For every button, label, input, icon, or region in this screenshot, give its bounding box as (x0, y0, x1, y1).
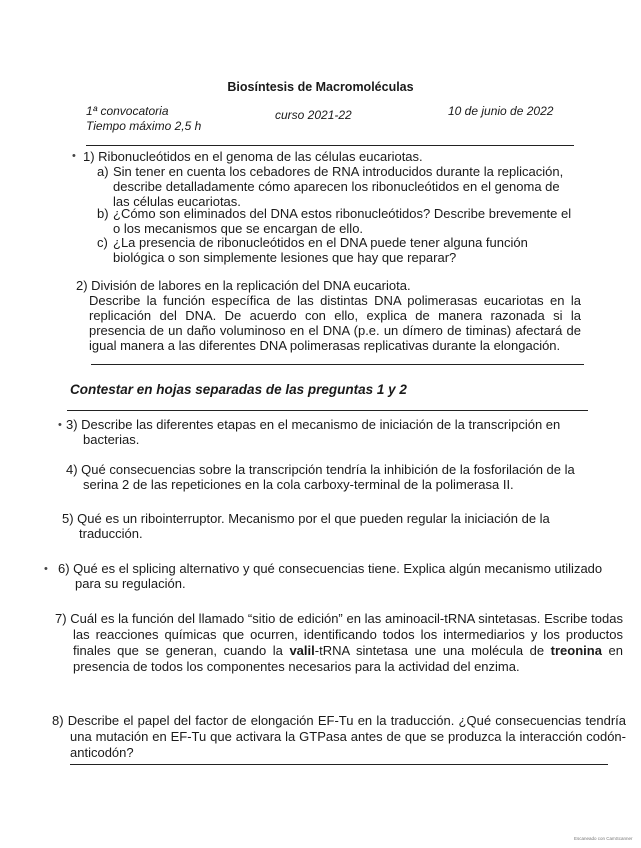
question-7-treonina: treonina (550, 643, 602, 658)
scanner-watermark: Escaneado con CamScanner (574, 836, 633, 841)
question-4: 4) Qué consecuencias sobre la transcripción tendría la inhibición de la fosforilación de la serina 2 de las repeticiones en la cola carboxy-terminal de la polimerasa II. (66, 462, 575, 492)
exam-session: 1ª convocatoria (86, 104, 169, 118)
question-1a-text: Sin tener en cuenta los cebadores de RNA introducidos durante la replicación, describe detalladamente cómo aparecen los ribonucleótidos en el genoma de las células eucariotas. (113, 164, 564, 209)
question-3: 3) Describe las diferentes etapas en el mecanismo de iniciación de la transcripción en bacterias. (66, 417, 561, 447)
exam-date: 10 de junio de 2022 (448, 104, 554, 118)
question-1c-text: ¿La presencia de ribonucleótidos en el DNA puede tener alguna función biológica o son simplemente lesiones que hay que reparar? (113, 235, 528, 265)
section-rule (91, 364, 584, 365)
question-2-intro: 2) División de labores en la replicación del DNA eucariota. (76, 278, 411, 293)
question-8: 8) Describe el papel del factor de elongación EF-Tu en la traducción. ¿Qué consecuencias tendría una mutación en EF-Tu que activara la GTPasa antes de que se produzca la interacción codón-anticodón? (52, 713, 626, 760)
check-mark: • (44, 563, 48, 575)
check-mark: • (72, 150, 76, 162)
document-title: Biosíntesis de Macromoléculas (227, 80, 414, 94)
question-1-intro: 1) Ribonucleótidos en el genoma de las células eucariotas. (83, 149, 423, 164)
question-7-text-c: en presencia de todos los componentes necesarios para la actividad del enzima. (73, 643, 623, 674)
question-7-valil: valil (289, 643, 315, 658)
check-mark: • (58, 419, 62, 431)
question-1b-text: ¿Cómo son eliminados del DNA estos ribonucleótidos? Describe brevemente el o los mecanismos que se encargan de ello. (113, 206, 572, 236)
question-2-body: Describe la función específica de las distintas DNA polimerasas eucariotas en la replicación del DNA. De acuerdo con ello, explica de manera razonada si la presencia de un daño voluminoso en el DNA (p.e. un dímero de timinas) afectará de igual manera a las diferentes DNA polimerasas replicativas durante la elongación. (89, 293, 581, 353)
question-6: 6) Qué es el splicing alternativo y qué consecuencias tiene. Explica algún mecanismo utilizado para su regulación. (58, 561, 603, 591)
question-5: 5) Qué es un ribointerruptor. Mecanismo por el que pueden regular la iniciación de la traducción. (62, 511, 550, 541)
question-7-text-a: 7) Cuál es la función del llamado “sitio de edición” en las aminoacil-tRNA sintetasas. Escribe todas las reacciones químicas que ocurren, identificando todos los intermediarios y los productos finales que se generan, cuando la (55, 611, 623, 658)
question-1b-label: b) (97, 206, 109, 221)
question-1a-label: a) (97, 164, 109, 179)
separate-sheets-instruction: Contestar en hojas separadas de las preguntas 1 y 2 (70, 382, 407, 397)
separator-rule (67, 410, 588, 411)
header-rule (86, 145, 574, 146)
course-year: curso 2021-22 (275, 108, 352, 122)
question-1c-label: c) (97, 235, 108, 250)
footer-rule (70, 764, 608, 765)
question-7 (55, 611, 623, 675)
question-7-text-b: -tRNA sintetasa une una molécula de (314, 643, 551, 658)
time-limit: Tiempo máximo 2,5 h (86, 119, 202, 133)
